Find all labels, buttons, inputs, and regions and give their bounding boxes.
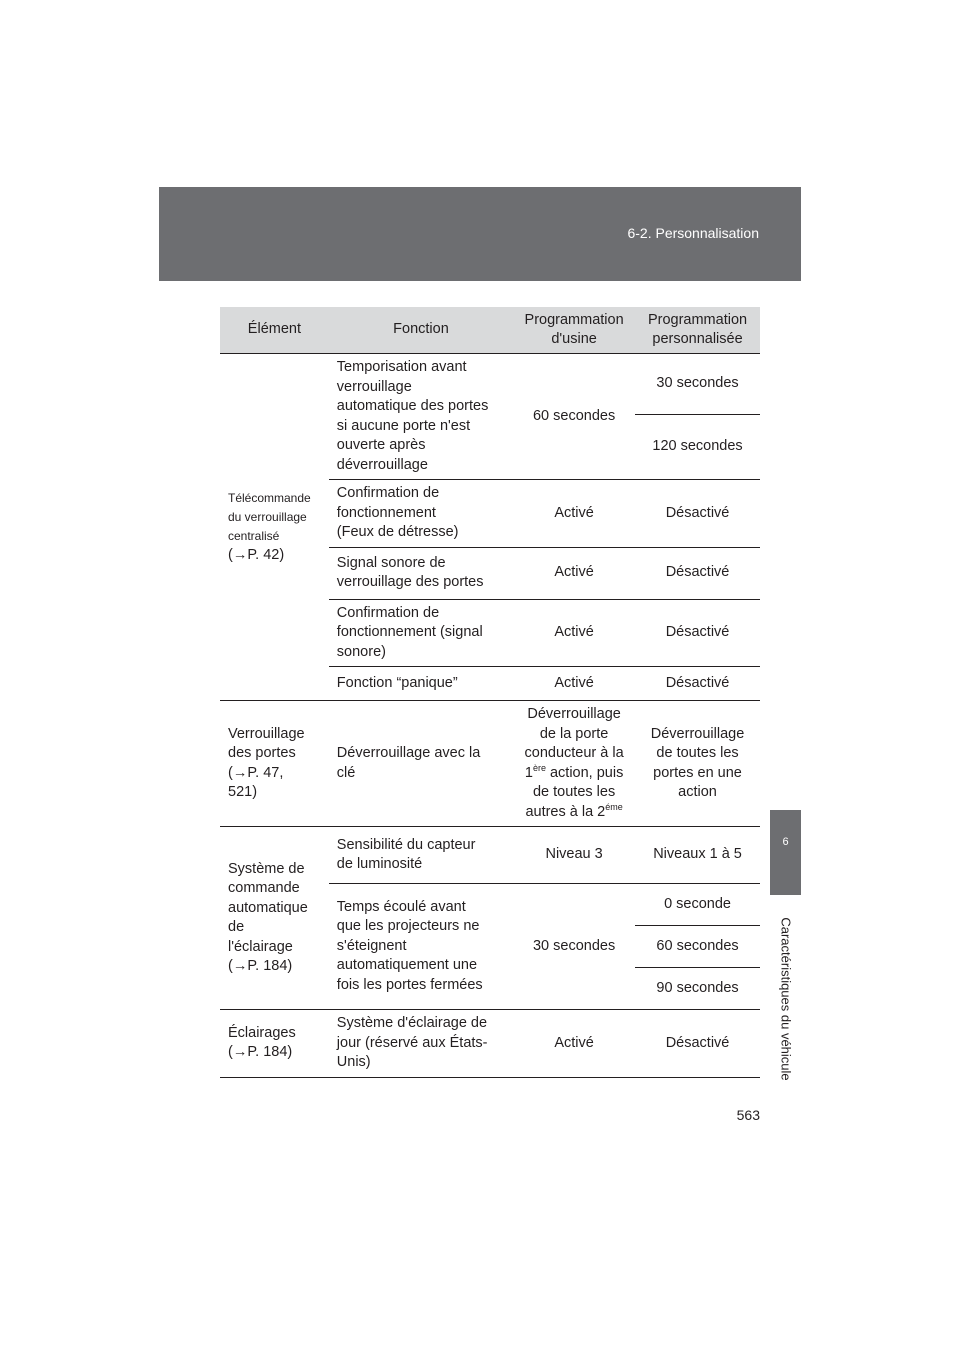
- function-cell: Sensibilité du capteur de luminosité: [329, 827, 513, 884]
- custom-cell: Désactivé: [635, 667, 760, 701]
- custom-cell: 120 secondes: [635, 415, 760, 480]
- element-doorlock: Verrouillage des portes (→P. 47, 521): [220, 701, 329, 827]
- col-header-factory: Programmation d'usine: [513, 307, 635, 354]
- function-cell: Déverrouillage avec la clé: [329, 701, 513, 827]
- factory-cell: Activé: [513, 1010, 635, 1078]
- custom-cell: Niveaux 1 à 5: [635, 827, 760, 884]
- function-cell: Confirmation de fonctionnement (Feux de détresse): [329, 480, 513, 548]
- superscript: ère: [532, 762, 546, 773]
- element-lights: Éclairages (→P. 184): [220, 1010, 329, 1078]
- function-cell: Fonction “panique”: [329, 667, 513, 701]
- element-remote: [220, 354, 329, 701]
- factory-text: Déverrouillage de la porte conducteur à la 1: [524, 706, 624, 781]
- col-header-element: Élément: [220, 307, 329, 354]
- custom-cell: Désactivé: [635, 1010, 760, 1078]
- function-cell: Signal sonore de verrouillage des portes: [329, 547, 513, 599]
- function-cell: Temporisation avant verrouillage automatique des portes si aucune porte n'est ouverte après déverrouillage: [329, 354, 513, 480]
- chapter-tab-label: [776, 906, 796, 1091]
- factory-cell: [513, 701, 635, 827]
- element-remote-ref: (→P. 42): [228, 547, 285, 563]
- factory-cell: 60 secondes: [513, 354, 635, 480]
- table-row: [220, 701, 760, 827]
- page-number: 563: [736, 1107, 760, 1123]
- custom-cell: 60 secondes: [635, 926, 760, 968]
- factory-cell: Activé: [513, 667, 635, 701]
- element-remote-label: Télécommande du verrouillage centralisé: [228, 491, 311, 543]
- table-header-row: [220, 307, 760, 354]
- col-header-custom: Programmation personnalisée: [635, 307, 760, 354]
- custom-cell: 0 seconde: [635, 884, 760, 926]
- table-row: [220, 354, 760, 415]
- section-header-band: [159, 187, 801, 281]
- function-cell: Système d'éclairage de jour (réservé aux États- Unis): [329, 1010, 513, 1078]
- factory-cell: Activé: [513, 547, 635, 599]
- factory-cell: Activé: [513, 599, 635, 667]
- custom-cell: 30 secondes: [635, 354, 760, 415]
- col-header-function: Fonction: [329, 307, 513, 354]
- factory-cell: Activé: [513, 480, 635, 548]
- custom-cell: Déverrouillage de toutes les portes en une action: [635, 701, 760, 827]
- factory-text: action, puis de toutes les autres à la 2: [525, 764, 624, 820]
- factory-cell: Niveau 3: [513, 827, 635, 884]
- chapter-title: Caractéristiques du véhicule: [778, 916, 794, 1081]
- chapter-tab-number: 6: [770, 810, 801, 895]
- custom-cell: Désactivé: [635, 599, 760, 667]
- table-row: [220, 827, 760, 884]
- custom-cell: Désactivé: [635, 480, 760, 548]
- table-row: [220, 1010, 760, 1078]
- function-cell: Confirmation de fonctionnement (signal sonore): [329, 599, 513, 667]
- custom-cell: Désactivé: [635, 547, 760, 599]
- superscript: éme: [605, 801, 623, 812]
- function-cell: Temps écoulé avant que les projecteurs ne s'éteignent automatiquement une fois les portes fermées: [329, 884, 513, 1010]
- section-title: 6-2. Personnalisation: [627, 225, 759, 241]
- element-autolight: Système de commande automatique de l'éclairage (→P. 184): [220, 827, 329, 1010]
- custom-cell: 90 secondes: [635, 968, 760, 1010]
- factory-cell: 30 secondes: [513, 884, 635, 1010]
- customization-table: [220, 307, 760, 1078]
